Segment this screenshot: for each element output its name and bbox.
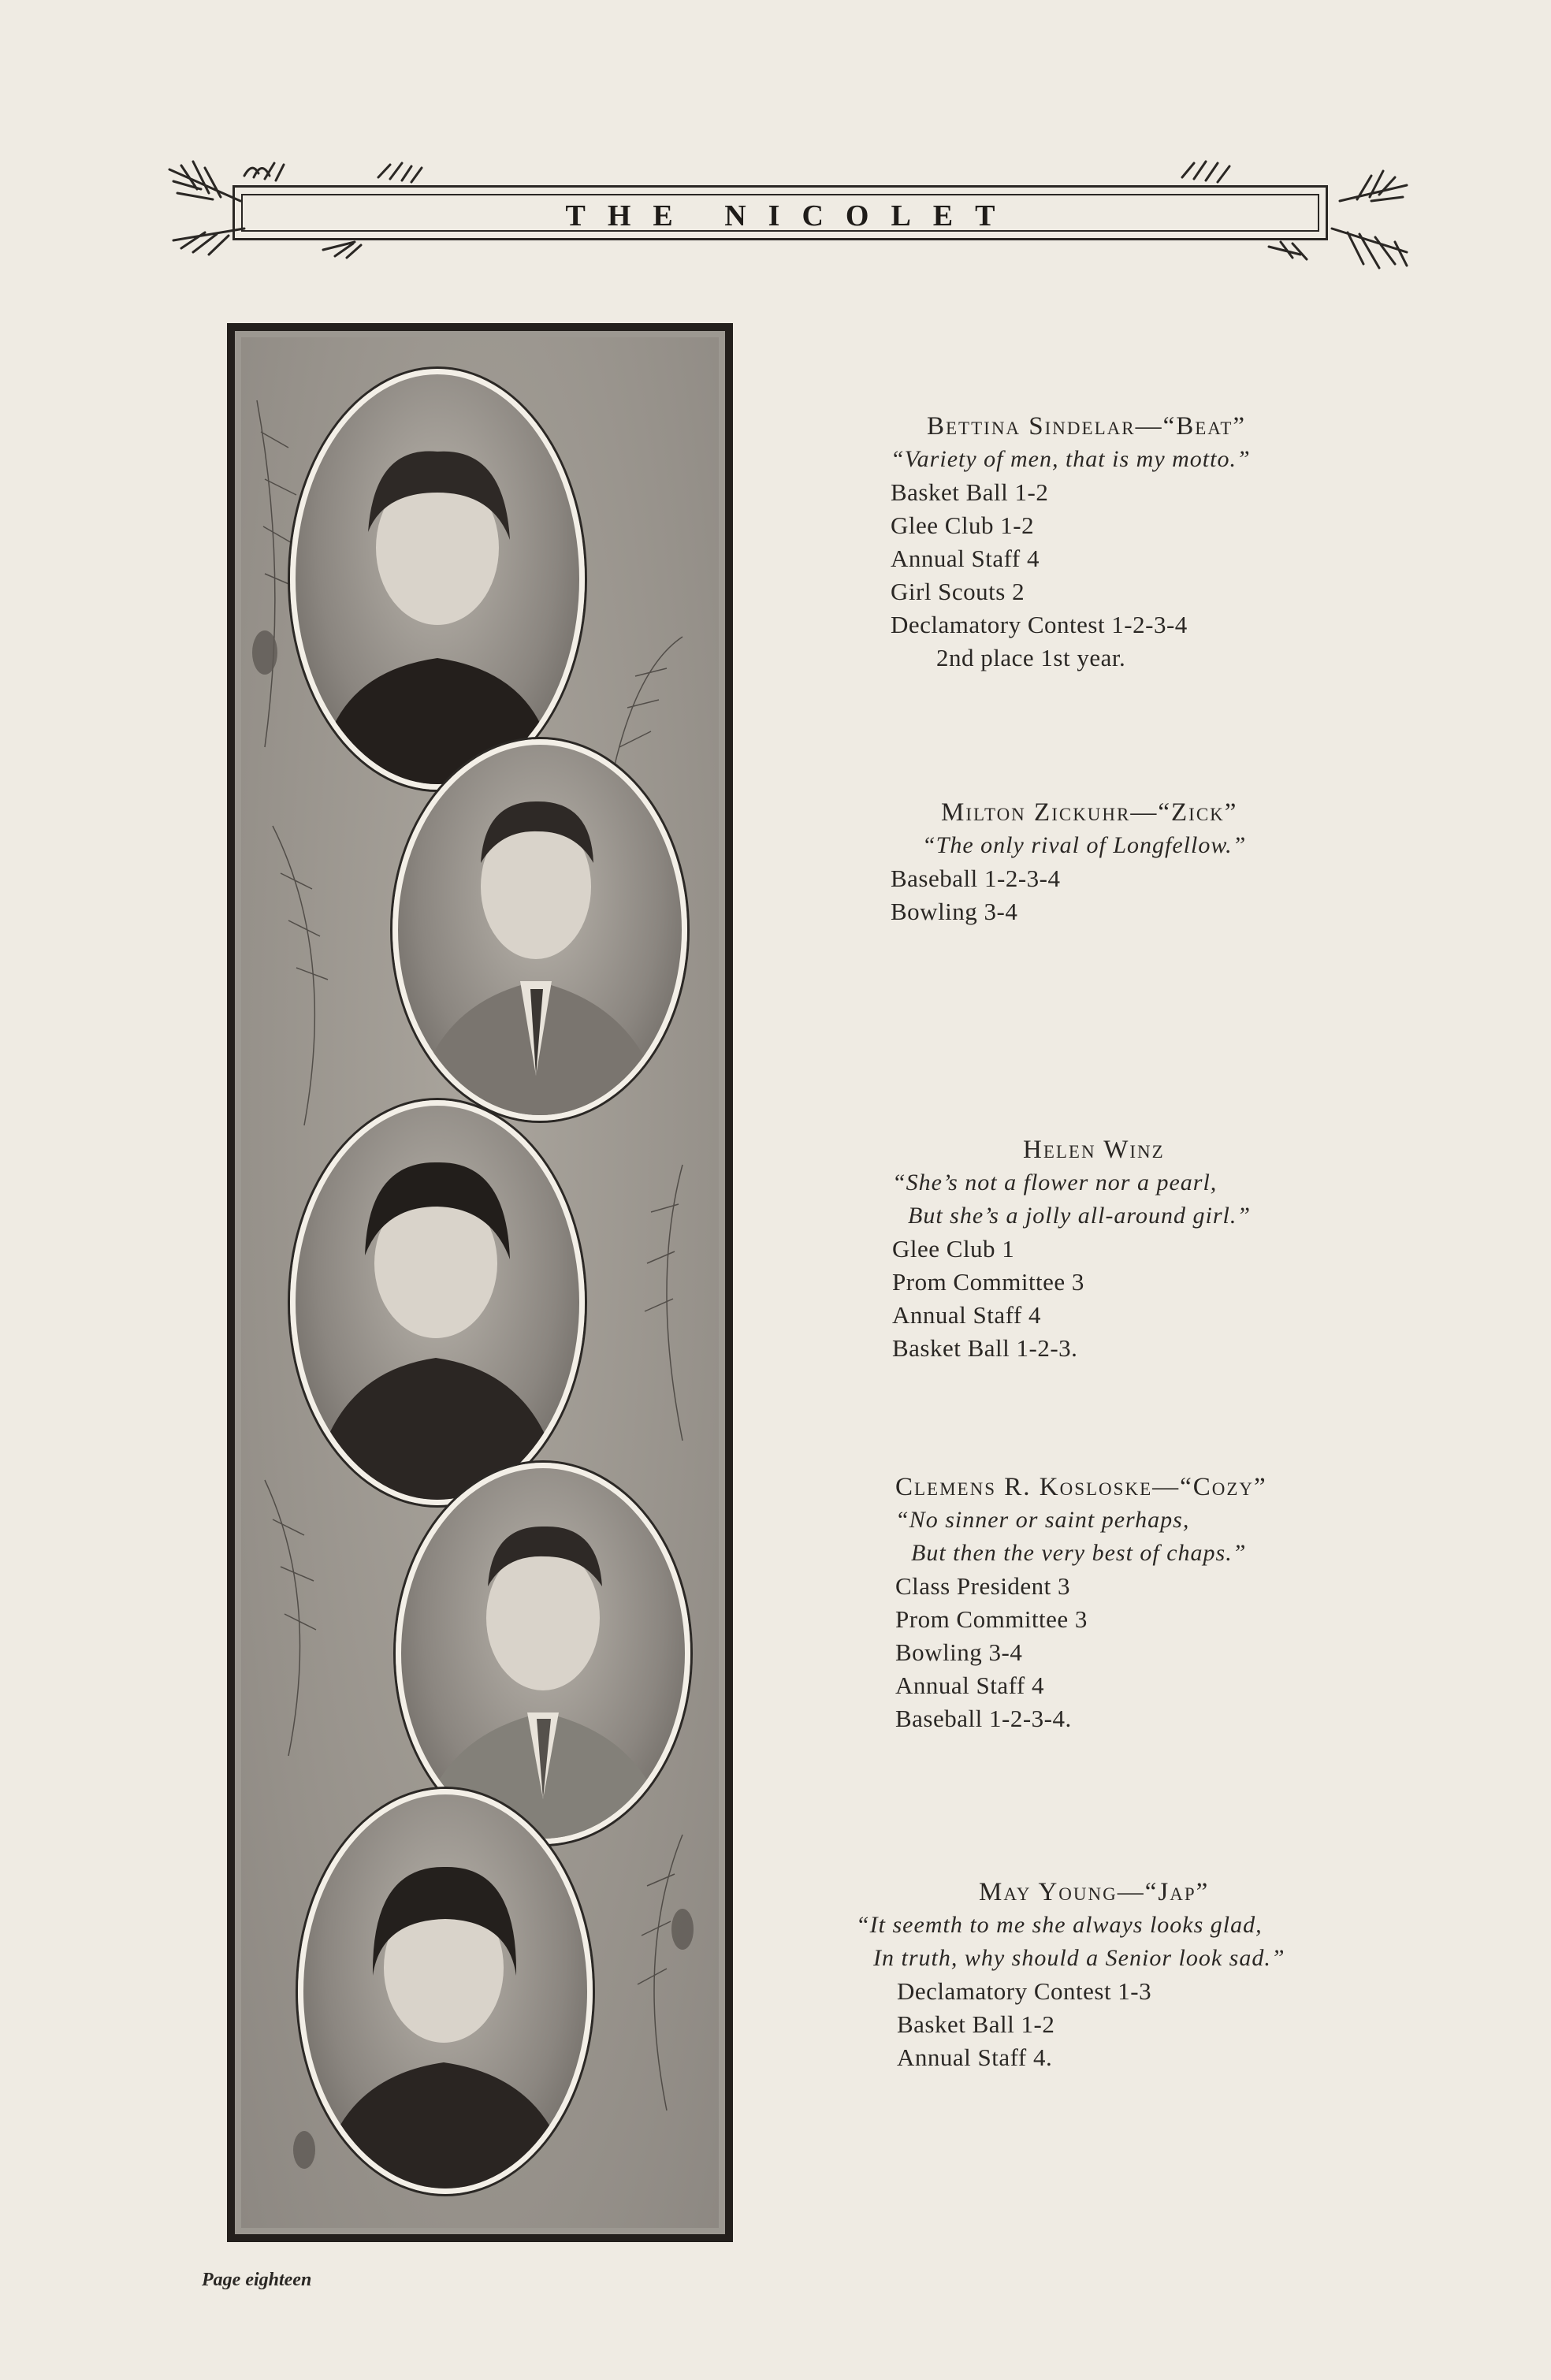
activity-line: Glee Club 1-2	[891, 511, 1035, 539]
student-quote: “She’s not a flower nor a pearl,	[892, 1170, 1218, 1196]
person-silhouette-icon	[296, 374, 579, 784]
portrait-photo-milton	[392, 739, 687, 1121]
activity-line: Class President 3	[895, 1572, 1071, 1600]
activity-line: 2nd place 1st year.	[936, 644, 1126, 671]
activity-line: Basket Ball 1-2	[891, 478, 1049, 506]
person-silhouette-icon	[303, 1794, 587, 2188]
portrait-photo-helen	[290, 1100, 585, 1505]
activity-line: Prom Committee 3	[895, 1605, 1088, 1633]
activity-line: Declamatory Contest 1-3	[897, 1977, 1152, 2005]
activity-line: Basket Ball 1-2	[897, 2010, 1055, 2038]
activity-line: Baseball 1-2-3-4	[891, 865, 1061, 892]
header-title-box	[232, 185, 1328, 240]
portrait-strip	[227, 323, 733, 2242]
activity-line: Bowling 3-4	[891, 898, 1018, 925]
person-silhouette-icon	[401, 1468, 685, 1839]
activity-line: Baseball 1-2-3-4.	[895, 1705, 1072, 1732]
student-name: Clemens R. Kosloske—“Cozy”	[895, 1473, 1267, 1501]
activity-line: Annual Staff 4	[895, 1672, 1044, 1699]
activity-line: Annual Staff 4.	[897, 2043, 1053, 2071]
portrait-photo-bettina	[290, 369, 585, 790]
activity-line: Bowling 3-4	[895, 1638, 1023, 1666]
student-quote: “The only rival of Longfellow.”	[922, 832, 1247, 858]
portrait-photo-may	[298, 1789, 593, 2194]
person-silhouette-icon	[296, 1106, 579, 1500]
student-entry-bettina	[891, 410, 1251, 675]
activity-line: Annual Staff 4	[892, 1301, 1041, 1329]
student-name: Helen Winz	[1023, 1136, 1165, 1164]
student-entry-may	[856, 1876, 1285, 2074]
activity-line: Annual Staff 4	[891, 545, 1040, 572]
activity-line: Basket Ball 1-2-3.	[892, 1334, 1078, 1362]
portrait-strip-background	[241, 337, 719, 2228]
activity-line: Prom Committee 3	[892, 1268, 1084, 1296]
student-entry-milton	[891, 796, 1246, 928]
student-quote: But she’s a jolly all-around girl.”	[908, 1203, 1252, 1229]
person-silhouette-icon	[398, 745, 682, 1115]
student-name: Milton Zickuhr—“Zick”	[941, 798, 1238, 827]
portrait-photo-clemens	[396, 1463, 690, 1844]
page-title: THE NICOLET	[565, 199, 1017, 232]
student-quote: “Variety of men, that is my motto.”	[891, 446, 1251, 472]
student-quote: “It seemth to me she always looks glad,	[856, 1912, 1263, 1938]
student-quote: But then the very best of chaps.”	[911, 1540, 1247, 1566]
activity-line: Glee Club 1	[892, 1235, 1015, 1263]
student-name: Bettina Sindelar—“Beat”	[927, 412, 1247, 441]
student-quote: “No sinner or saint perhaps,	[895, 1507, 1190, 1533]
student-entry-helen	[892, 1133, 1251, 1365]
activity-line: Girl Scouts 2	[891, 578, 1025, 605]
activity-line: Declamatory Contest 1-2-3-4	[891, 611, 1188, 638]
student-name: May Young—“Jap”	[979, 1878, 1210, 1906]
student-quote: In truth, why should a Senior look sad.”	[873, 1945, 1285, 1971]
page-header-banner	[166, 154, 1411, 272]
page-number-label: Page eighteen	[202, 2270, 312, 2290]
student-entry-clemens	[895, 1471, 1267, 1735]
